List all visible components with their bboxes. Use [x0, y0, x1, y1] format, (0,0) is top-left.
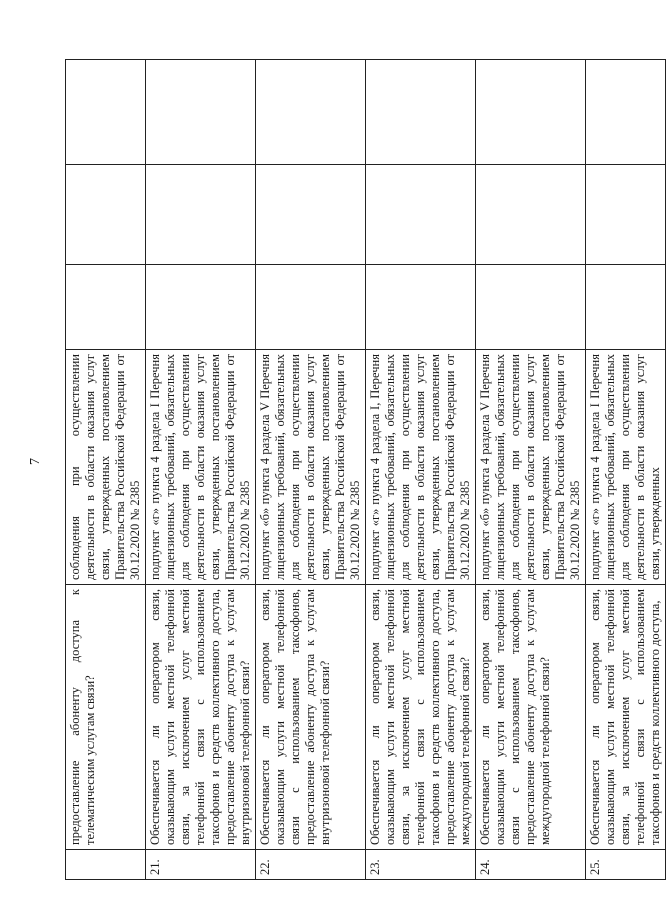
reference-cell: подпункт «г» пункта 4 раздела I Перечня лицензионных требований, обязательных для соблюдения при осуществлении деятельности в области оказания услуг связи, утвержденных: [586, 350, 666, 585]
table-row: [66, 60, 146, 880]
answer-yes-cell: [586, 265, 666, 350]
question-cell: Обеспечивается ли оператором связи, оказывающим услуги местной телефонной связи с использованием таксофонов, предоставление абоненту доступа к услугам внутризоновой телефонной связи?: [256, 585, 366, 850]
table-row: [586, 60, 666, 880]
row-number: [66, 850, 146, 880]
question-cell: Обеспечивается ли оператором связи, оказывающим услуги местной телефонной связи, за исключением услуг местной телефонной связи с использованием таксофонов и средств коллективного доступа,: [586, 585, 666, 850]
answer-no-cell: [146, 165, 256, 265]
answer-yes-cell: [146, 265, 256, 350]
answer-no-cell: [476, 165, 586, 265]
requirements-table: [65, 59, 666, 880]
reference-cell: соблюдения при осуществлении деятельности в области оказания услуг связи, утвержденных постановлением Правительства Российской Федерации от 30.12.2020 № 2385: [66, 350, 146, 585]
question-cell: Обеспечивается ли оператором связи, оказывающим услуги местной телефонной связи, за исключением услуг местной телефонной связи с использованием таксофонов и средств коллективного доступа, предоставление абоненту доступа к услугам внутризоновой телефонной связи?: [146, 585, 256, 850]
row-number: 23.: [366, 850, 476, 880]
notes-cell: [256, 60, 366, 165]
answer-no-cell: [586, 165, 666, 265]
table-row: [146, 60, 256, 880]
row-number: 22.: [256, 850, 366, 880]
reference-cell: подпункт «б» пункта 4 раздела V Перечня лицензионных требований, обязательных для соблюдения при осуществлении деятельности в области оказания услуг связи, утвержденных постановлением Правительства Российской Федерации от 30.12.2020 № 2385: [476, 350, 586, 585]
question-cell: Обеспечивается ли оператором связи, оказывающим услуги местной телефонной связи с использованием таксофонов, предоставление абоненту доступа к услугам междугородной телефонной связи?: [476, 585, 586, 850]
answer-no-cell: [256, 165, 366, 265]
notes-cell: [366, 60, 476, 165]
question-cell: предоставление абоненту доступа к телематическим услугам связи?: [66, 585, 146, 850]
answer-no-cell: [366, 165, 476, 265]
notes-cell: [66, 60, 146, 165]
row-number: 21.: [146, 850, 256, 880]
answer-no-cell: [66, 165, 146, 265]
question-cell: Обеспечивается ли оператором связи, оказывающим услуги местной телефонной связи, за исключением услуг местной телефонной связи с использованием таксофонов и средств коллективного доступа, предоставление абоненту доступа к услугам междугородной телефонной связи?: [366, 585, 476, 850]
answer-yes-cell: [476, 265, 586, 350]
reference-cell: подпункт «г» пункта 4 раздела I Перечня лицензионных требований, обязательных для соблюдения при осуществлении деятельности в области оказания услуг связи, утвержденных постановлением Правительства Российской Федерации от 30.12.2020 № 2385: [146, 350, 256, 585]
table-row: [366, 60, 476, 880]
notes-cell: [586, 60, 666, 165]
reference-cell: подпункт «г» пункта 4 раздела I, Перечня лицензионных требований, обязательных для соблюдения при осуществлении деятельности в области оказания услуг связи, утвержденных постановлением Правительства Российской Федерации от 30.12.2020 № 2385: [366, 350, 476, 585]
answer-yes-cell: [366, 265, 476, 350]
row-number: 25.: [586, 850, 666, 880]
notes-cell: [476, 60, 586, 165]
answer-yes-cell: [66, 265, 146, 350]
answer-yes-cell: [256, 265, 366, 350]
reference-cell: подпункт «б» пункта 4 раздела V Перечня лицензионных требований, обязательных для соблюдения при осуществлении деятельности в области оказания услуг связи, утвержденных постановлением Правительства Российской Федерации от 30.12.2020 № 2385: [256, 350, 366, 585]
notes-cell: [146, 60, 256, 165]
page-number: 7: [28, 458, 43, 465]
table-row: [476, 60, 586, 880]
table-row: [256, 60, 366, 880]
row-number: 24.: [476, 850, 586, 880]
